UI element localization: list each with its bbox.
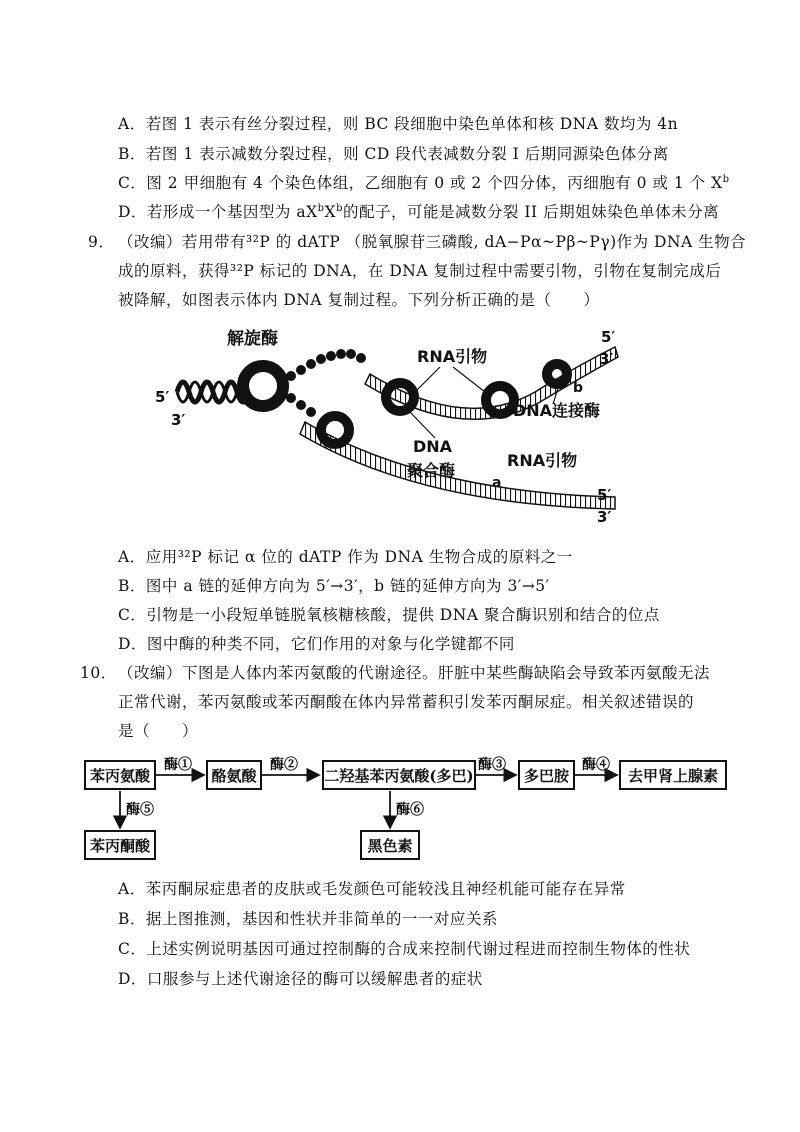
end-3-left: 3′ bbox=[171, 411, 186, 429]
enzyme-6-label: 酶⑥ bbox=[396, 802, 424, 818]
helicase-shape bbox=[243, 366, 283, 406]
q8-option-c-text: C．图 2 甲细胞有 4 个染色体组，乙细胞有 0 或 2 个四分体，丙细胞有 0 或 1 个 X bbox=[118, 174, 723, 192]
q10-option-a: A．苯丙酮尿症患者的皮肤或毛发颜色可能较浅且神经机能可能存在异常 bbox=[118, 880, 626, 898]
label-b: b bbox=[573, 380, 584, 396]
box-dopa: 二羟基苯丙氨酸(多巴) bbox=[322, 760, 476, 790]
q8-sup-c: b bbox=[722, 173, 730, 185]
label-rna-primer-bottom: RNA引物 bbox=[507, 451, 578, 470]
enzyme-2-label: 酶② bbox=[270, 757, 298, 773]
q9-number: 9． bbox=[88, 233, 115, 251]
enzyme-1-label: 酶① bbox=[164, 757, 192, 773]
q10-stem-line1: （改编）下图是人体内苯丙氨酸的代谢途径。肝脏中某些酶缺陷会导致苯丙氨酸无法 bbox=[118, 664, 711, 682]
ssb-beads bbox=[286, 349, 366, 417]
q10-stem-line2: 正常代谢，苯丙氨酸或苯丙酮酸在体内异常蓄积引发苯丙酮尿症。相关叙述错误的 bbox=[118, 693, 695, 711]
dna-replication-figure bbox=[155, 312, 655, 537]
label-dna: DNA bbox=[413, 437, 453, 456]
label-helicase: 解旋酶 bbox=[227, 329, 278, 349]
box-phenylalanine: 苯丙氨酸 bbox=[84, 760, 156, 790]
end-5-bottom: 5′ bbox=[597, 486, 612, 504]
q9-option-a: A．应用³²P 标记 α 位的 dATP 作为 DNA 生物合成的原料之一 bbox=[118, 548, 573, 566]
end-5-left: 5′ bbox=[155, 388, 170, 406]
q10-option-c: C．上述实例说明基因可通过控制酶的合成来控制代谢过程进而控制生物体的性状 bbox=[118, 940, 691, 958]
q9-option-c: C．引物是一小段短单链脱氧核糖核酸，提供 DNA 聚合酶识别和结合的位点 bbox=[118, 606, 660, 624]
q8-option-d bbox=[118, 200, 719, 222]
enzyme-3-label: 酶③ bbox=[478, 757, 506, 773]
q8-option-d-text2: X bbox=[324, 203, 337, 221]
end-5-top: 5′ bbox=[601, 328, 616, 346]
end-3-top: 3′ bbox=[599, 350, 614, 368]
enzyme-5-label: 酶⑤ bbox=[126, 802, 154, 818]
q9-option-b: B．图中 a 链的延伸方向为 5′→3′，b 链的延伸方向为 3′→5′ bbox=[118, 577, 550, 595]
label-a: a bbox=[492, 475, 502, 491]
q9-stem-line2: 成的原料，获得³²P 标记的 DNA，在 DNA 复制过程中需要引物，引物在复制完成后 bbox=[118, 262, 722, 280]
q10-number: 10． bbox=[80, 664, 117, 682]
q9-option-d: D．图中酶的种类不同，它们作用的对象与化学键都不同 bbox=[118, 635, 515, 653]
q10-option-b: B．据上图推测，基因和性状并非简单的一一对应关系 bbox=[118, 910, 498, 928]
q8-sup-d2: b bbox=[336, 202, 343, 214]
q10-option-d: D．口服参与上述代谢途径的酶可以缓解患者的症状 bbox=[118, 970, 483, 988]
enzyme-4-label: 酶④ bbox=[582, 757, 610, 773]
q8-option-a: A．若图 1 表示有丝分裂过程，则 BC 段细胞中染色单体和核 DNA 数均为 4n bbox=[118, 115, 679, 133]
q8-option-d-text3: 的配子，可能是减数分裂 II 后期姐妹染色单体未分离 bbox=[343, 203, 720, 221]
box-melanin: 黑色素 bbox=[360, 830, 420, 860]
label-ligase: DNA连接酶 bbox=[513, 401, 601, 420]
q10-stem-line3: 是（ ） bbox=[118, 722, 199, 740]
box-tyrosine: 酪氨酸 bbox=[206, 760, 262, 790]
q8-option-d-text1: D．若形成一个基因型为 aX bbox=[118, 203, 318, 221]
q9-stem-line3: 被降解，如图表示体内 DNA 复制过程。下列分析正确的是（ ） bbox=[118, 291, 600, 309]
label-rna-primer-top: RNA引物 bbox=[417, 347, 488, 366]
box-norepinephrine: 去甲肾上腺素 bbox=[619, 760, 727, 790]
box-phenylpyruvate: 苯丙酮酸 bbox=[84, 830, 156, 860]
q8-option-b: B．若图 1 表示减数分裂过程，则 CD 段代表减数分裂 I 后期同源染色体分离 bbox=[118, 145, 669, 163]
q8-option-c bbox=[118, 171, 730, 193]
q9-stem-line1: （改编）若用带有³²P 的 dATP （脱氧腺苷三磷酸, dA−Pα~Pβ~Pγ)作为 DNA 生物合 bbox=[118, 233, 747, 251]
q8-sup-d1: b bbox=[317, 202, 325, 214]
end-3-bottom: 3′ bbox=[597, 508, 612, 526]
label-polymerase: 聚合酶 bbox=[407, 461, 456, 480]
box-dopamine: 多巴胺 bbox=[518, 760, 575, 790]
